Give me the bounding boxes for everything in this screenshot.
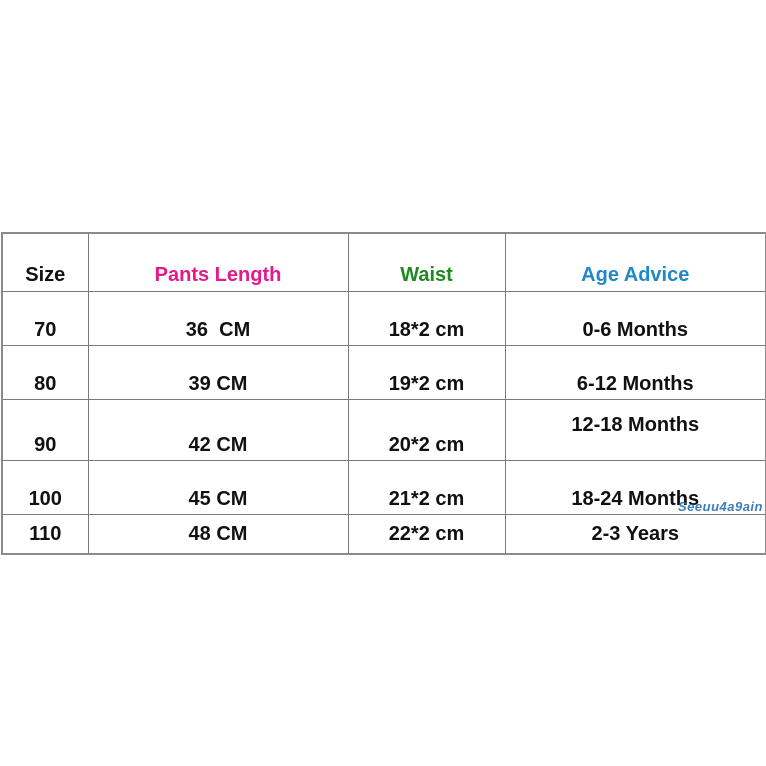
cell-age-advice: 6-12 Months bbox=[505, 346, 766, 400]
cell-size: 70 bbox=[2, 292, 88, 346]
cell-pants-length: 48 CM bbox=[88, 515, 348, 555]
cell-size: 110 bbox=[2, 515, 88, 555]
size-chart bbox=[1, 232, 765, 555]
cell-waist: 18*2 cm bbox=[348, 292, 505, 346]
header-size: Size bbox=[2, 233, 88, 292]
header-pants-length: Pants Length bbox=[88, 233, 348, 292]
cell-age-advice: 12-18 Months bbox=[505, 400, 766, 461]
cell-age-advice: 0-6 Months bbox=[505, 292, 766, 346]
cell-pants-length: 45 CM bbox=[88, 461, 348, 515]
cell-waist: 19*2 cm bbox=[348, 346, 505, 400]
size-table bbox=[1, 232, 766, 555]
table-row bbox=[2, 346, 766, 400]
cell-pants-length: 42 CM bbox=[88, 400, 348, 461]
watermark-logo: Seeuu4a9ain bbox=[678, 499, 763, 514]
cell-size: 90 bbox=[2, 400, 88, 461]
cell-age-advice-text: 18-24 Months bbox=[571, 488, 700, 510]
header-row bbox=[2, 233, 766, 292]
header-age-advice: Age Advice bbox=[505, 233, 766, 292]
cell-size: 80 bbox=[2, 346, 88, 400]
cell-waist: 22*2 cm bbox=[348, 515, 505, 555]
header-waist: Waist bbox=[348, 233, 505, 292]
table-row bbox=[2, 400, 766, 461]
cell-waist: 21*2 cm bbox=[348, 461, 505, 515]
table-row bbox=[2, 515, 766, 555]
table-row bbox=[2, 292, 766, 346]
cell-age-advice: 2-3 Years bbox=[505, 515, 766, 555]
cell-waist: 20*2 cm bbox=[348, 400, 505, 461]
table-row bbox=[2, 461, 766, 515]
cell-size: 100 bbox=[2, 461, 88, 515]
cell-age-advice bbox=[505, 461, 766, 515]
cell-pants-length: 39 CM bbox=[88, 346, 348, 400]
cell-pants-length: 36 CM bbox=[88, 292, 348, 346]
